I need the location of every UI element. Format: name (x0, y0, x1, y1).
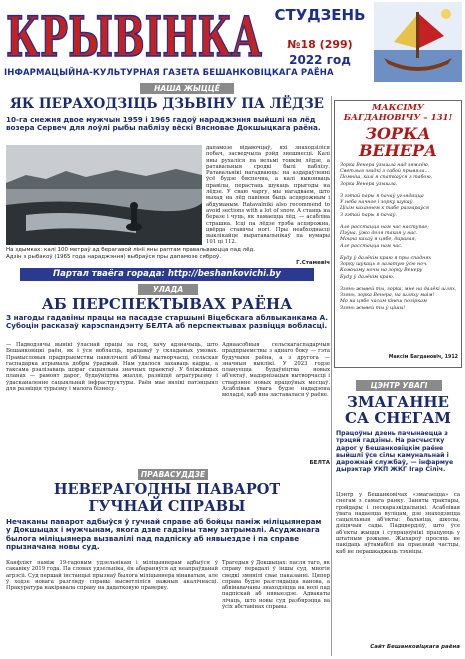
article3-body-text: Канфлікт паміж 19-гадовым удзельнікам і міліцыянерам адбыўся ў сакавіку 2019 года. Па словах удзельніка, ён абараняўся ад неапраўданай агрэсіі. Суд першай інстанцыі прызнаў былога міліцыянера вінаватым, але ў ходзе новага разгляду справы высветліліся важныя акалічнасці. Пракуратура накіравала справу на дадатковую праверку. (6, 560, 218, 592)
article2-body-text: — Падводзячы вынікі ўласнай працы за год, хачу адзначыць, што Бешанковіцкі раён, як і ўся вобласць, працаваў у складаных умовах. Прамысловыя прадпрыемствы павялічылі аб'ёмы вытворчасці, сельская гаспадарка атрымала добры ўраджай. Нам удалося захаваць кадры, а таксама рэалізаваць шэраг сацыяльна значных праектаў. У бліжэйшых планах — рамонт дарог, будаўніцтва жылля, развіццё агратурызму і ўдасканаленне сацыяльнай інфраструктуры. Раён мае вялікі патэнцыял для развіцця турызму і малога бізнесу. (6, 342, 218, 393)
poem-line: Але расстацца нам час наступае; (340, 225, 429, 231)
article3-lead: Нечаканы паварот адбыўся ў гучнай справе аб бойцы паміж міліцыянерам у Докшыцах і мужчынам, якога дзве гадзіны таму затрымалі. Асуджанага былога міліцыянера вызвалілі пад падпіску аб нявыездзе і па справе прызначана новы суд. (6, 517, 322, 552)
article1-headline: ЯК ПЕРАХОДЗІЦЬ ДЗЬВІНУ ПА ЛЁДЗЕ (10, 96, 324, 112)
poem-title (335, 125, 461, 159)
article4-body-text: Цэнтр у Бешанковічах «змагаецца» са снегам з самага ранку. Заняты трактары, грэйдары і пескаразкідальнікі. Асаблівая ўвага надаецца вуліцам, дзе знаходзяцца сацыяльныя аб'екты: бальніца, школы, дзіцячыя сады. Падцвердзіў, што ўсе аб'екты жыцця і супрацоўнікі працуюць у штатным рэжыме. Жыхароў просяць не пакідаць аўтамабілі на праезнай частцы, каб не перашкаджаць тэхніцы. (336, 492, 460, 555)
article1-lead: 10-га снежня двое мужчын 1959 і 1965 гадоў нараджэння выйшлі на лёд возера Сервеч для лоўлі рыбы паблізу вёскі Вясновае Докшыцкага раёна. (6, 115, 321, 133)
poem-line: Зорку шукаць я залатую ўсю ноч. (340, 262, 428, 268)
article3-headline-line1: НЕВЕРАГОДНЫ ПАВАРОТ (53, 481, 281, 498)
poem-line: Буду ў далёкім краю. (340, 274, 395, 280)
article2-right-column-text: Аднаасобныя сельскагаспадарчыя прадпрыемствы з аднаго боку — гэта будучыня раёна, а з другога — значныя выклікі. У 2023 годзе плануецца будаўніцтва новых аб'ектаў, мадэрнізацыя вытворчасці і стварэнне новых працоўных месцаў. Асаблівая ўвага будзе нададзена моладзі, каб яна заставалася ў раёне. (222, 342, 330, 399)
article3-right-column-text: Трагедыя ў Докшыцах: пасля таго, як справу перадалі ў іншы суд, многія сведкі змянілі свае паказанні. Цяпер справа будзе разглядацца нанова, а абвінавачаны знаходзіцца на волі пад падпіскай аб нявыездзе. Адвакаты лічаць, што новы суд разбярэцца ва ўсіх абставінах справы. (222, 560, 330, 611)
article1-photo-ice (6, 145, 202, 245)
poem-dedication-line2: БАГДАНОВІЧУ – 131! (343, 113, 453, 123)
issue-month: СТУДЗЕНЬ (274, 6, 366, 24)
poem-line: Зорка Венера ўзышла. (340, 181, 398, 187)
column-divider (331, 96, 332, 656)
newspaper-logo (4, 4, 266, 62)
poem-line: Светлыя згадкі з сабой прывяла... (340, 169, 430, 175)
poem-line: У неба начное і зорку шукаў. (340, 200, 414, 206)
poem-signature: Максім Багдановіч, 1912 (388, 355, 458, 360)
issue-year: 2022 год (289, 53, 351, 67)
article1-author: Г.Стамевіч (296, 260, 330, 266)
logo-lettering (4, 4, 266, 62)
poem-line: Пэўна, ўжо доля такая у нас. (340, 231, 418, 237)
poem-line: Мо на цябе часам кінеш позіркам (340, 299, 427, 305)
article2-headline: АБ ПЕРСПЕКТЫВАХ РАЁНА (41, 295, 293, 313)
poem-line: Ззянь, зорка Венера, на шляху маім! (340, 293, 435, 299)
poem-line: Моцна кахаў я цябе, дарагая, (340, 237, 417, 243)
section-label-centr-uvagi: ЦЭНТР УВАГІ (356, 380, 442, 391)
article4-headline-line1: ЗМАГАННЕ (347, 393, 449, 411)
poem-line: Ціхім каханнем к табе разгараўся (340, 206, 429, 212)
section-label-ulada: УЛАДА (138, 284, 198, 295)
article4-headline-line2: СА СНЕГАМ (344, 409, 452, 427)
poem-line: Буду ў далёкім краю я пры спаднях (340, 256, 432, 262)
poem-line: Ззянь жывей ты, зорка, мне на далёкі шлях, (340, 287, 457, 293)
article2-lead: З нагоды гадавіны працы на пасадзе старшыні Віцебскага аблвыканкама А. Субоцін расказаў карэспандэнту БЕЛТА аб перспектывах развіцця вобласці. (6, 313, 328, 331)
poem-line: З гэтай пары я пачаў. (340, 212, 397, 218)
poem-line: Помніш, калі я спаткаўся з табою, (340, 175, 433, 181)
newspaper-tagline: ІНФАРМАЦЫЙНА-КУЛЬТУРНАЯ ГАЗЕТА БЕШАНКОВІЦКАГА РАЁНА (4, 68, 334, 78)
poem-title-line1: ЗОРКА (365, 124, 431, 143)
article4-lead: Працоўны дзень пачынаецца з трэцяй гадзіны. На расчыстку дарог у Бешанковіцкім раёне выйшлі ўсе сілы камунальнай і дарожнай службаў, — інфармуе дырэктар УКП ЖКГ Ігар Сіліч. (336, 430, 454, 474)
article1-photo-caption: На здымках: калі 100 метраў ад берагавой лініі яны раптам правальваюцца пад лёд. Адзін з рыбакоў (1965 года нараджэння) выбраўся пры дапамозе сяброў. (6, 247, 256, 260)
poem-dedication (335, 103, 461, 123)
issue-number: №18 (299) (287, 38, 353, 51)
poem-line: Але расстацца нам час. (340, 243, 403, 249)
article4-author: Сайт Бешанковіцкага раёна (370, 644, 460, 650)
section-label-pravasuddze: ПРАВАСУДДЗЕ (138, 469, 208, 480)
section-label-nasha-zhyccio: НАША ЖЫЦЦЁ (140, 83, 234, 94)
poem-line: З гэтай пары я пачаў углядацца (340, 194, 424, 200)
article2-author: БЕЛТА (309, 460, 330, 466)
poem-dedication-line1: МАКСІМУ (372, 103, 424, 113)
poem-line: Ззянь жывей ты ў цішы! (340, 305, 406, 311)
issue-info (270, 6, 370, 67)
poem-title-line2: ВЕНЕРА (358, 141, 438, 160)
article4-headline (334, 394, 462, 426)
portal-banner: Партал тваёга горада: http://beshankovichi.by (20, 268, 314, 281)
poem-box (334, 100, 462, 368)
svg-text:КРЫВІНКА: КРЫВІНКА (6, 4, 263, 62)
poem-line: Зорка Венера ўзышла над зямлёю, (340, 163, 430, 168)
article1-right-column-text: дапамозе відавочцаў, яхі знаходзіліся побач, засведчыла рэйд знешнесці. Калі яны рухаліся па вельмі тонкім лёдзе, а ратавальныя сродкі былі паблізу. Ратавальнікі нагадваюць: на аздараўленні ўсё будзе бяспечна, а калі выконваць правілы, перастаць шукаць прыгоды на лёдзе. У сваю чаргу, мы нагадваем, што выхад на лёд павінен быць асцярожным і абдуманым. Ratavalniki also recommend to avoid sections with a lot of snow. А стаяць на беразе і чуць, як ламаецца лёд, — асабліва страшна. Ісці па лёдзе трэба асцярожна, цвёрда ставячы ногі. Пры неабходнасці выклікайце выратавальнікаў па нумары 101 ці 112. (206, 145, 330, 245)
article3-headline-line2: ГУЧНАЙ СПРАВЫ (88, 498, 246, 515)
poem-text (340, 163, 458, 312)
poem-line: Кожнаму ночы на зорку Венеру (340, 268, 423, 274)
masthead-emblem-image (374, 2, 462, 82)
masthead (0, 0, 465, 84)
